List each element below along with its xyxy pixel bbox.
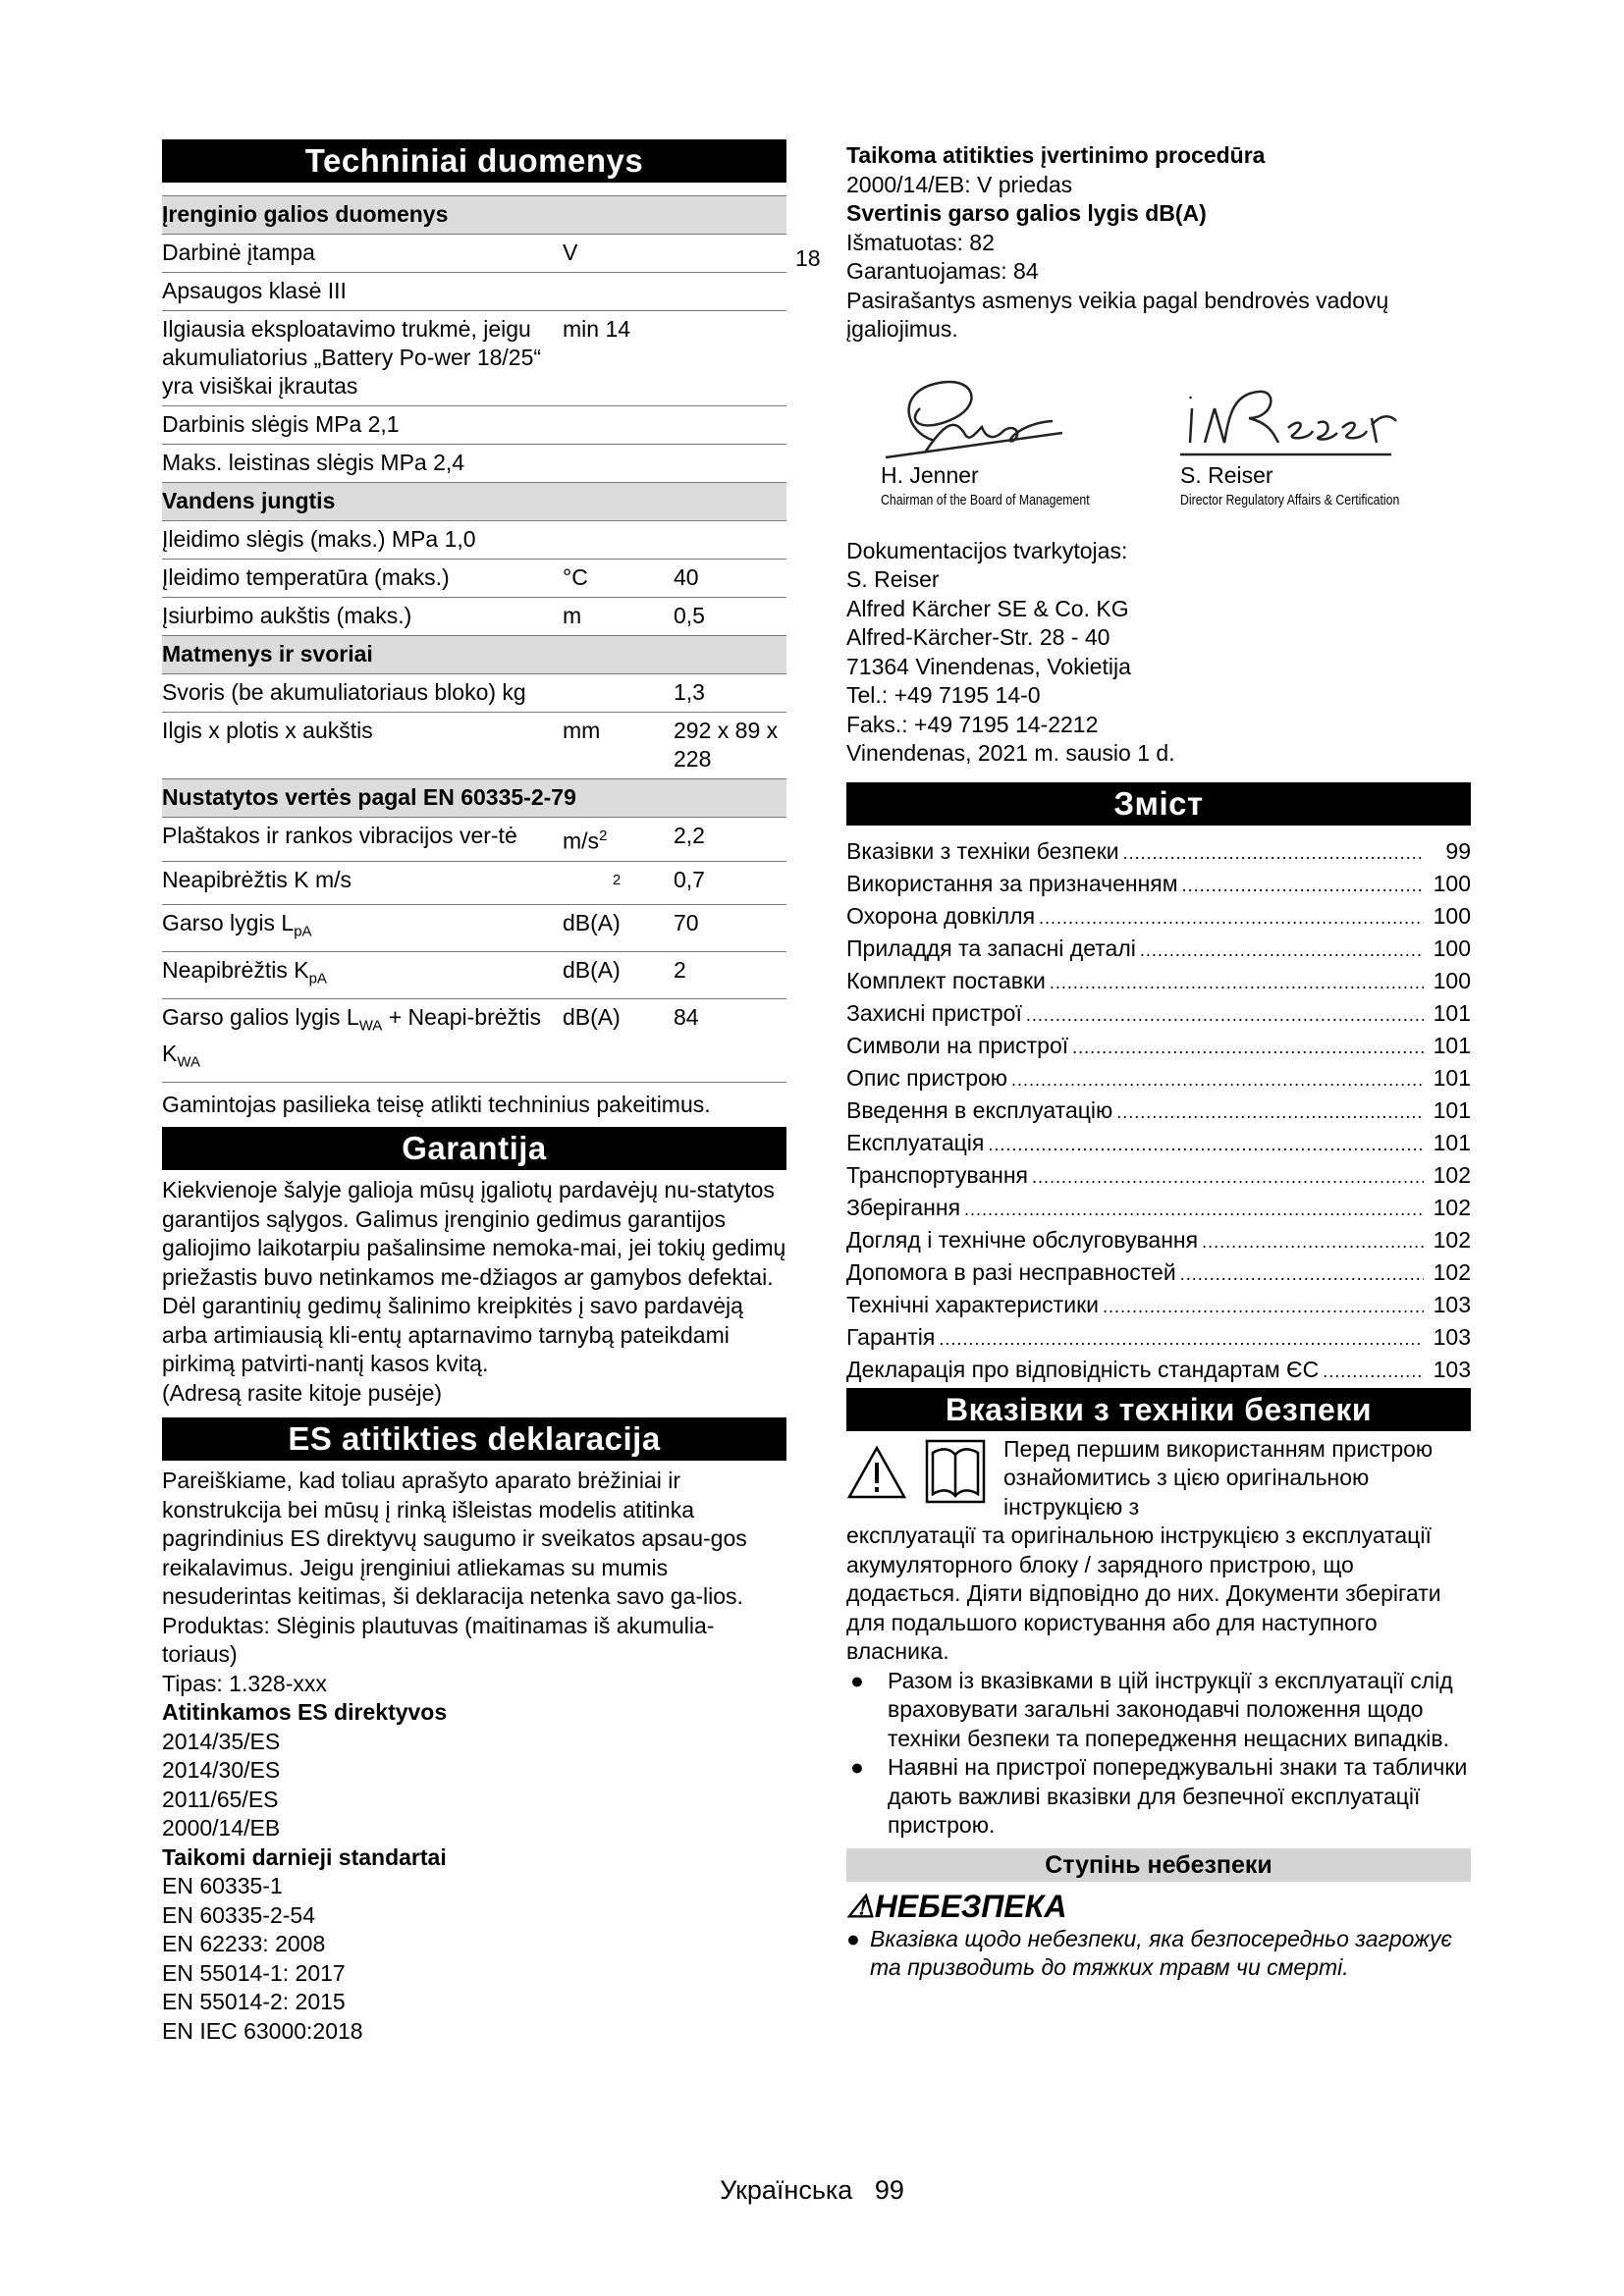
table-section-heading xyxy=(162,196,786,235)
toc-label: Транспортування xyxy=(846,1161,1028,1188)
vibration-label: Plaštakos ir rankos vibracijos ver-tė xyxy=(162,818,563,862)
toc-leader xyxy=(1123,837,1424,870)
toc-label: Приладдя та запасні деталі xyxy=(846,934,1136,961)
toc-leader xyxy=(1103,1291,1424,1323)
toc-label: Опис пристрою xyxy=(846,1064,1008,1091)
toc-page-number: 100 xyxy=(1433,967,1471,993)
vibration-exp: 2 xyxy=(599,828,608,844)
bullet-icon: ● xyxy=(850,1667,864,1693)
table-of-contents xyxy=(846,835,1471,1386)
table-cell xyxy=(563,445,674,483)
table-cell xyxy=(674,235,786,273)
toc-entry[interactable] xyxy=(846,868,1471,900)
section-title: Vandens jungtis xyxy=(162,483,786,521)
table-row xyxy=(162,406,786,445)
toc-label: Символи на пристрої xyxy=(846,1032,1069,1058)
table-row xyxy=(162,861,786,905)
toc-leader xyxy=(1180,1258,1424,1291)
table-cell: Ilgiausia eksploatavimo trukmė, jeigu akumuliatorius „Battery Po-wer 18/25“ yra visiškai įkrautas xyxy=(162,311,563,406)
measured-value: Išmatuotas: 82 xyxy=(846,229,995,255)
tech-note: Gamintojas pasilieka teisę atlikti techninius pakeitimus. xyxy=(162,1091,711,1117)
toc-entry[interactable] xyxy=(846,1354,1471,1386)
uncertainty-label: Neapibrėžtis K m/s xyxy=(162,861,563,905)
procedure-text: 2000/14/EB: V priedas xyxy=(846,171,1073,197)
toc-leader xyxy=(1026,999,1424,1032)
toc-page-number: 102 xyxy=(1433,1161,1471,1188)
toc-leader xyxy=(939,1323,1424,1356)
list-item: ● Наявні на пристрої попереджувальні знаки та таблички дають важливі вказівки для безпечної експлуатації пристрою. xyxy=(850,1754,1468,1838)
table-row xyxy=(162,998,786,1082)
section-title: Matmenys ir svoriai xyxy=(162,636,786,674)
toc-entry[interactable] xyxy=(846,1127,1471,1159)
table-row xyxy=(162,905,786,952)
danger-label: ⚠НЕБЕЗПЕКА xyxy=(846,1888,1067,1924)
table-row xyxy=(162,521,786,560)
table-cell: m xyxy=(563,598,674,636)
signature-reiser xyxy=(1170,374,1406,467)
standards-list xyxy=(162,1872,786,2046)
table-section-heading xyxy=(162,779,786,818)
toc-leader xyxy=(1072,1032,1424,1064)
list-item: Tel.: +49 7195 14-0 xyxy=(846,682,1041,708)
table-row xyxy=(162,235,786,273)
noise-unc-sub: pA xyxy=(308,970,327,988)
power-label-2: + Neapi-brėžtis K xyxy=(162,1003,542,1067)
toc-entry[interactable] xyxy=(846,1159,1471,1192)
toc-label: Використання за призначенням xyxy=(846,870,1178,896)
warning-triangle-icon xyxy=(846,1445,907,1500)
toc-page-number: 101 xyxy=(1433,1032,1471,1058)
toc-leader xyxy=(1011,1064,1424,1096)
declaration-heading: ES atitikties deklaracija xyxy=(162,1417,786,1461)
vibration-unit: m/s xyxy=(563,828,600,854)
declaration-text: Pareiškiame, kad toliau aprašyto aparato brėžiniai ir konstrukcija bei mūsų į rinką išleistas modelis atitinka pagrindinius ES direktyvų saugumo ir sveikatos apsau-gos reikalavimus. Jeigu įrenginiui atliekamas su mumis nesuderintas keitimas, ši deklaracija netenka savo ga-lios. xyxy=(162,1468,747,1610)
warranty-heading: Garantija xyxy=(162,1127,786,1170)
section-title: Nustatytos vertės pagal EN 60335-2-79 xyxy=(162,779,786,818)
toc-leader xyxy=(1323,1356,1424,1388)
toc-entry[interactable] xyxy=(846,1030,1471,1062)
bullet-icon: ● xyxy=(850,1754,864,1780)
directives-list xyxy=(162,1728,786,1843)
table-row xyxy=(162,598,786,636)
toc-page-number: 101 xyxy=(1433,1129,1471,1155)
list-item: EN 60335-1 xyxy=(162,1873,283,1899)
toc-label: Захисні пристрої xyxy=(846,999,1022,1026)
warranty-address: (Adresą rasite kitoje pusėje) xyxy=(162,1379,443,1406)
noise-unc-unit: dB(A) xyxy=(563,951,674,998)
toc-label: Допомога в разі несправностей xyxy=(846,1258,1176,1285)
toc-page-number: 100 xyxy=(1433,934,1471,961)
table-row xyxy=(162,674,786,713)
table-cell: Apsaugos klasė III xyxy=(162,273,563,311)
table-row xyxy=(162,311,786,406)
noise-value: 70 xyxy=(674,905,786,952)
list-item: Alfred-Kärcher-Str. 28 - 40 xyxy=(846,624,1110,650)
list-item: EN 55014-2: 2015 xyxy=(162,1989,346,2015)
table-cell: 40 xyxy=(674,560,786,598)
list-item: 2014/30/ES xyxy=(162,1757,281,1784)
toc-entry[interactable] xyxy=(846,900,1471,933)
read-manual-icon xyxy=(925,1439,986,1504)
signatures xyxy=(846,364,1471,541)
toc-entry[interactable] xyxy=(846,1256,1471,1289)
toc-page-number: 103 xyxy=(1433,1291,1471,1317)
signer-2-name: S. Reiser xyxy=(1180,461,1273,488)
sound-heading: Svertinis garso galios lygis dB(A) xyxy=(846,200,1207,226)
table-cell xyxy=(563,273,674,311)
signer-1-title: Chairman of the Board of Management xyxy=(881,491,1090,508)
list-item: 2011/65/ES xyxy=(162,1786,279,1812)
footer-language: Українська xyxy=(720,2175,853,2205)
toc-entry[interactable] xyxy=(846,997,1471,1030)
table-row xyxy=(162,818,786,862)
power-value: 84 xyxy=(674,998,786,1082)
uncertainty-value: 0,7 xyxy=(674,861,786,905)
documentation-contact xyxy=(846,537,1471,769)
toc-label: Декларація про відповідність стандартам ЄС xyxy=(846,1356,1320,1382)
toc-page-number: 101 xyxy=(1433,999,1471,1026)
safety-intro-b: експлуатації та оригінальною інструкцією з експлуатації акумуляторного блоку / зарядного пристрою, що додається. Діяти відповідно до них. Документи зберігати для подальшого користування або для наступного власника. xyxy=(846,1522,1441,1664)
toc-heading: Зміст xyxy=(846,782,1471,826)
table-row xyxy=(162,273,786,311)
signer-1-name: H. Jenner xyxy=(881,461,979,488)
footer-page-number: 99 xyxy=(874,2175,904,2205)
uncertainty-exp: 2 xyxy=(612,871,622,888)
table-cell: min 14 xyxy=(563,311,674,406)
power-unit: dB(A) xyxy=(563,998,674,1082)
toc-entry[interactable] xyxy=(846,1321,1471,1354)
toc-page-number: 99 xyxy=(1445,837,1471,864)
toc-entry[interactable] xyxy=(846,1062,1471,1095)
toc-label: Експлуатація xyxy=(846,1129,985,1155)
toc-leader xyxy=(1182,870,1424,902)
product-line: Produktas: Slėginis plautuvas (maitinamas iš akumulia-toriaus) xyxy=(162,1612,715,1668)
list-item: ● Разом із вказівками в цій інструкції з експлуатації слід враховувати загальні законодавчі положення щодо техніки безпеки та попередження нещасних випадків. xyxy=(850,1667,1453,1751)
table-cell: Ilgis x plotis x aukštis xyxy=(162,713,563,779)
table-cell: V xyxy=(563,235,674,273)
list-item: Dokumentacijos tvarkytojas: xyxy=(846,537,1128,563)
toc-label: Введення в експлуатацію xyxy=(846,1096,1113,1123)
toc-leader xyxy=(1039,902,1424,934)
toc-entry[interactable] xyxy=(846,1095,1471,1127)
danger-description xyxy=(846,1925,1471,1983)
table-cell: Darbinis slėgis MPa 2,1 xyxy=(162,406,563,445)
toc-leader xyxy=(1032,1161,1424,1194)
table-cell xyxy=(563,521,674,560)
toc-leader xyxy=(988,1129,1424,1161)
directives-heading: Atitinkamos ES direktyvos xyxy=(162,1699,448,1726)
left-column xyxy=(162,139,786,2046)
standards-heading: Taikomi darnieji standartai xyxy=(162,1843,447,1870)
table-cell: Maks. leistinas slėgis MPa 2,4 xyxy=(162,445,563,483)
signers-note: Pasirašantys asmenys veikia pagal bendrovės vadovų įgaliojimus. xyxy=(846,287,1389,342)
toc-page-number: 103 xyxy=(1433,1323,1471,1350)
toc-leader xyxy=(964,1194,1424,1226)
table-cell: Įsiurbimo aukštis (maks.) xyxy=(162,598,563,636)
table-cell xyxy=(674,406,786,445)
toc-leader xyxy=(1140,934,1424,967)
table-cell xyxy=(563,406,674,445)
noise-unc-label: Neapibrėžtis K xyxy=(162,956,309,983)
list-item: 71364 Vinendenas, Vokietija xyxy=(846,653,1131,679)
table-cell: Darbinė įtampa xyxy=(162,235,563,273)
noise-sub: pA xyxy=(294,923,312,940)
table-row xyxy=(162,951,786,998)
table-cell xyxy=(674,273,786,311)
power-sub-1: WA xyxy=(358,1017,383,1035)
table-cell xyxy=(674,311,786,406)
toc-leader xyxy=(1202,1226,1424,1258)
toc-label: Гарантія xyxy=(846,1323,936,1350)
guaranteed-value: Garantuojamas: 84 xyxy=(846,258,1039,284)
table-row xyxy=(162,445,786,483)
safety-intro xyxy=(846,1435,1471,1522)
safety-heading: Вказівки з техніки безпеки xyxy=(846,1388,1471,1431)
table-cell: mm xyxy=(563,713,674,779)
table-section-heading xyxy=(162,636,786,674)
table-cell xyxy=(674,521,786,560)
list-item: 2014/35/ES xyxy=(162,1728,281,1754)
toc-label: Технічні характеристики xyxy=(846,1291,1099,1317)
section-title: Įrenginio galios duomenys xyxy=(162,196,786,235)
table-row xyxy=(162,713,786,779)
tech-data-table xyxy=(162,195,786,1083)
tech-data-heading: Techniniai duomenys xyxy=(162,139,786,183)
vibration-value: 2,2 xyxy=(674,818,786,862)
toc-page-number: 101 xyxy=(1433,1096,1471,1123)
toc-label: Зберігання xyxy=(846,1194,961,1220)
table-cell: 1,3 xyxy=(674,674,786,713)
toc-page-number: 102 xyxy=(1433,1226,1471,1253)
table-cell xyxy=(563,674,674,713)
warranty-text: Kiekvienoje šalyje galioja mūsų įgaliotų pardavėjų nu-statytos garantijos sąlygos. Galimus įrenginio gedimus garantijos galiojimo laikotarpiu pašalinsime nemoka-mai, jei tokių gedimų priežastis buvo netinkamos me-džiagos ar gamybos defektai. Dėl garantinių gedimų šalinimo kreipkitės į savo pardavėją arba artimiausią kli-entų aptarnavimo tarnybą pateikdami pirkimą patvirti-nantį kasos kvitą. xyxy=(162,1177,786,1377)
toc-label: Вказівки з техніки безпеки xyxy=(846,837,1119,864)
toc-leader xyxy=(1050,967,1424,999)
type-line: Tipas: 1.328-xxx xyxy=(162,1670,327,1696)
table-cell: Įleidimo temperatūra (maks.) xyxy=(162,560,563,598)
toc-entry[interactable] xyxy=(846,933,1471,965)
toc-entry[interactable] xyxy=(846,965,1471,997)
toc-entry[interactable] xyxy=(846,1192,1471,1224)
danger-triangle-icon: ⚠ xyxy=(846,1888,875,1924)
list-item: 2000/14/EB xyxy=(162,1815,281,1842)
power-label-1: Garso galios lygis L xyxy=(162,1003,359,1030)
table-row xyxy=(162,560,786,598)
list-item: S. Reiser xyxy=(846,566,940,592)
noise-unit: dB(A) xyxy=(563,905,674,952)
toc-label: Охорона довкілля xyxy=(846,902,1036,929)
bullet-icon: ● xyxy=(846,1925,860,1951)
power-sub-2: WA xyxy=(177,1053,200,1071)
list-item: EN IEC 63000:2018 xyxy=(162,2017,363,2044)
hazard-level-heading: Ступінь небезпеки xyxy=(846,1848,1471,1882)
noise-label: Garso lygis L xyxy=(162,910,295,936)
right-column xyxy=(846,139,1471,1983)
toc-page-number: 100 xyxy=(1433,902,1471,929)
signature-jenner xyxy=(866,364,1092,472)
toc-label: Комплект поставки xyxy=(846,967,1046,993)
toc-leader xyxy=(1116,1096,1424,1129)
page-footer xyxy=(0,2175,1624,2206)
list-item: EN 55014-1: 2017 xyxy=(162,1959,346,1986)
list-item: Alfred Kärcher SE & Co. KG xyxy=(846,595,1129,621)
table-cell: Įleidimo slėgis (maks.) MPa 1,0 xyxy=(162,521,563,560)
toc-entry[interactable] xyxy=(846,1224,1471,1256)
toc-page-number: 102 xyxy=(1433,1258,1471,1285)
table-cell: 292 x 89 x 228 xyxy=(674,713,786,779)
toc-page-number: 103 xyxy=(1433,1356,1471,1382)
toc-page-number: 101 xyxy=(1433,1064,1471,1091)
table-cell: 0,5 xyxy=(674,598,786,636)
list-item: ● Вказівка щодо небезпеки, яка безпосередньо загрожує та призводить до тяжких травм чи смерті. xyxy=(846,1925,1452,1980)
table-cell: Svoris (be akumuliatoriaus bloko) kg xyxy=(162,674,563,713)
safety-bullets xyxy=(846,1667,1471,1841)
signer-2-title: Director Regulatory Affairs & Certification xyxy=(1180,491,1400,508)
list-item: Faks.: +49 7195 14-2212 xyxy=(846,711,1099,737)
table-section-heading xyxy=(162,483,786,521)
table-cell: °C xyxy=(563,560,674,598)
list-item: Vinendenas, 2021 m. sausio 1 d. xyxy=(846,740,1175,766)
toc-entry[interactable] xyxy=(846,1289,1471,1321)
procedure-heading: Taikoma atitikties įvertinimo procedūra xyxy=(846,142,1266,168)
safety-intro-a: Перед першим використанням пристрою ознайомитись з цією оригінальною інструкцією з xyxy=(1003,1435,1434,1520)
toc-page-number: 100 xyxy=(1433,870,1471,896)
toc-label: Догляд і технічне обслуговування xyxy=(846,1226,1199,1253)
margin-page-marker: 18 xyxy=(795,245,821,271)
list-item: EN 60335-2-54 xyxy=(162,1901,315,1928)
noise-unc-value: 2 xyxy=(674,951,786,998)
toc-entry[interactable] xyxy=(846,835,1471,868)
list-item: EN 62233: 2008 xyxy=(162,1931,326,1957)
table-cell xyxy=(674,445,786,483)
toc-page-number: 102 xyxy=(1433,1194,1471,1220)
